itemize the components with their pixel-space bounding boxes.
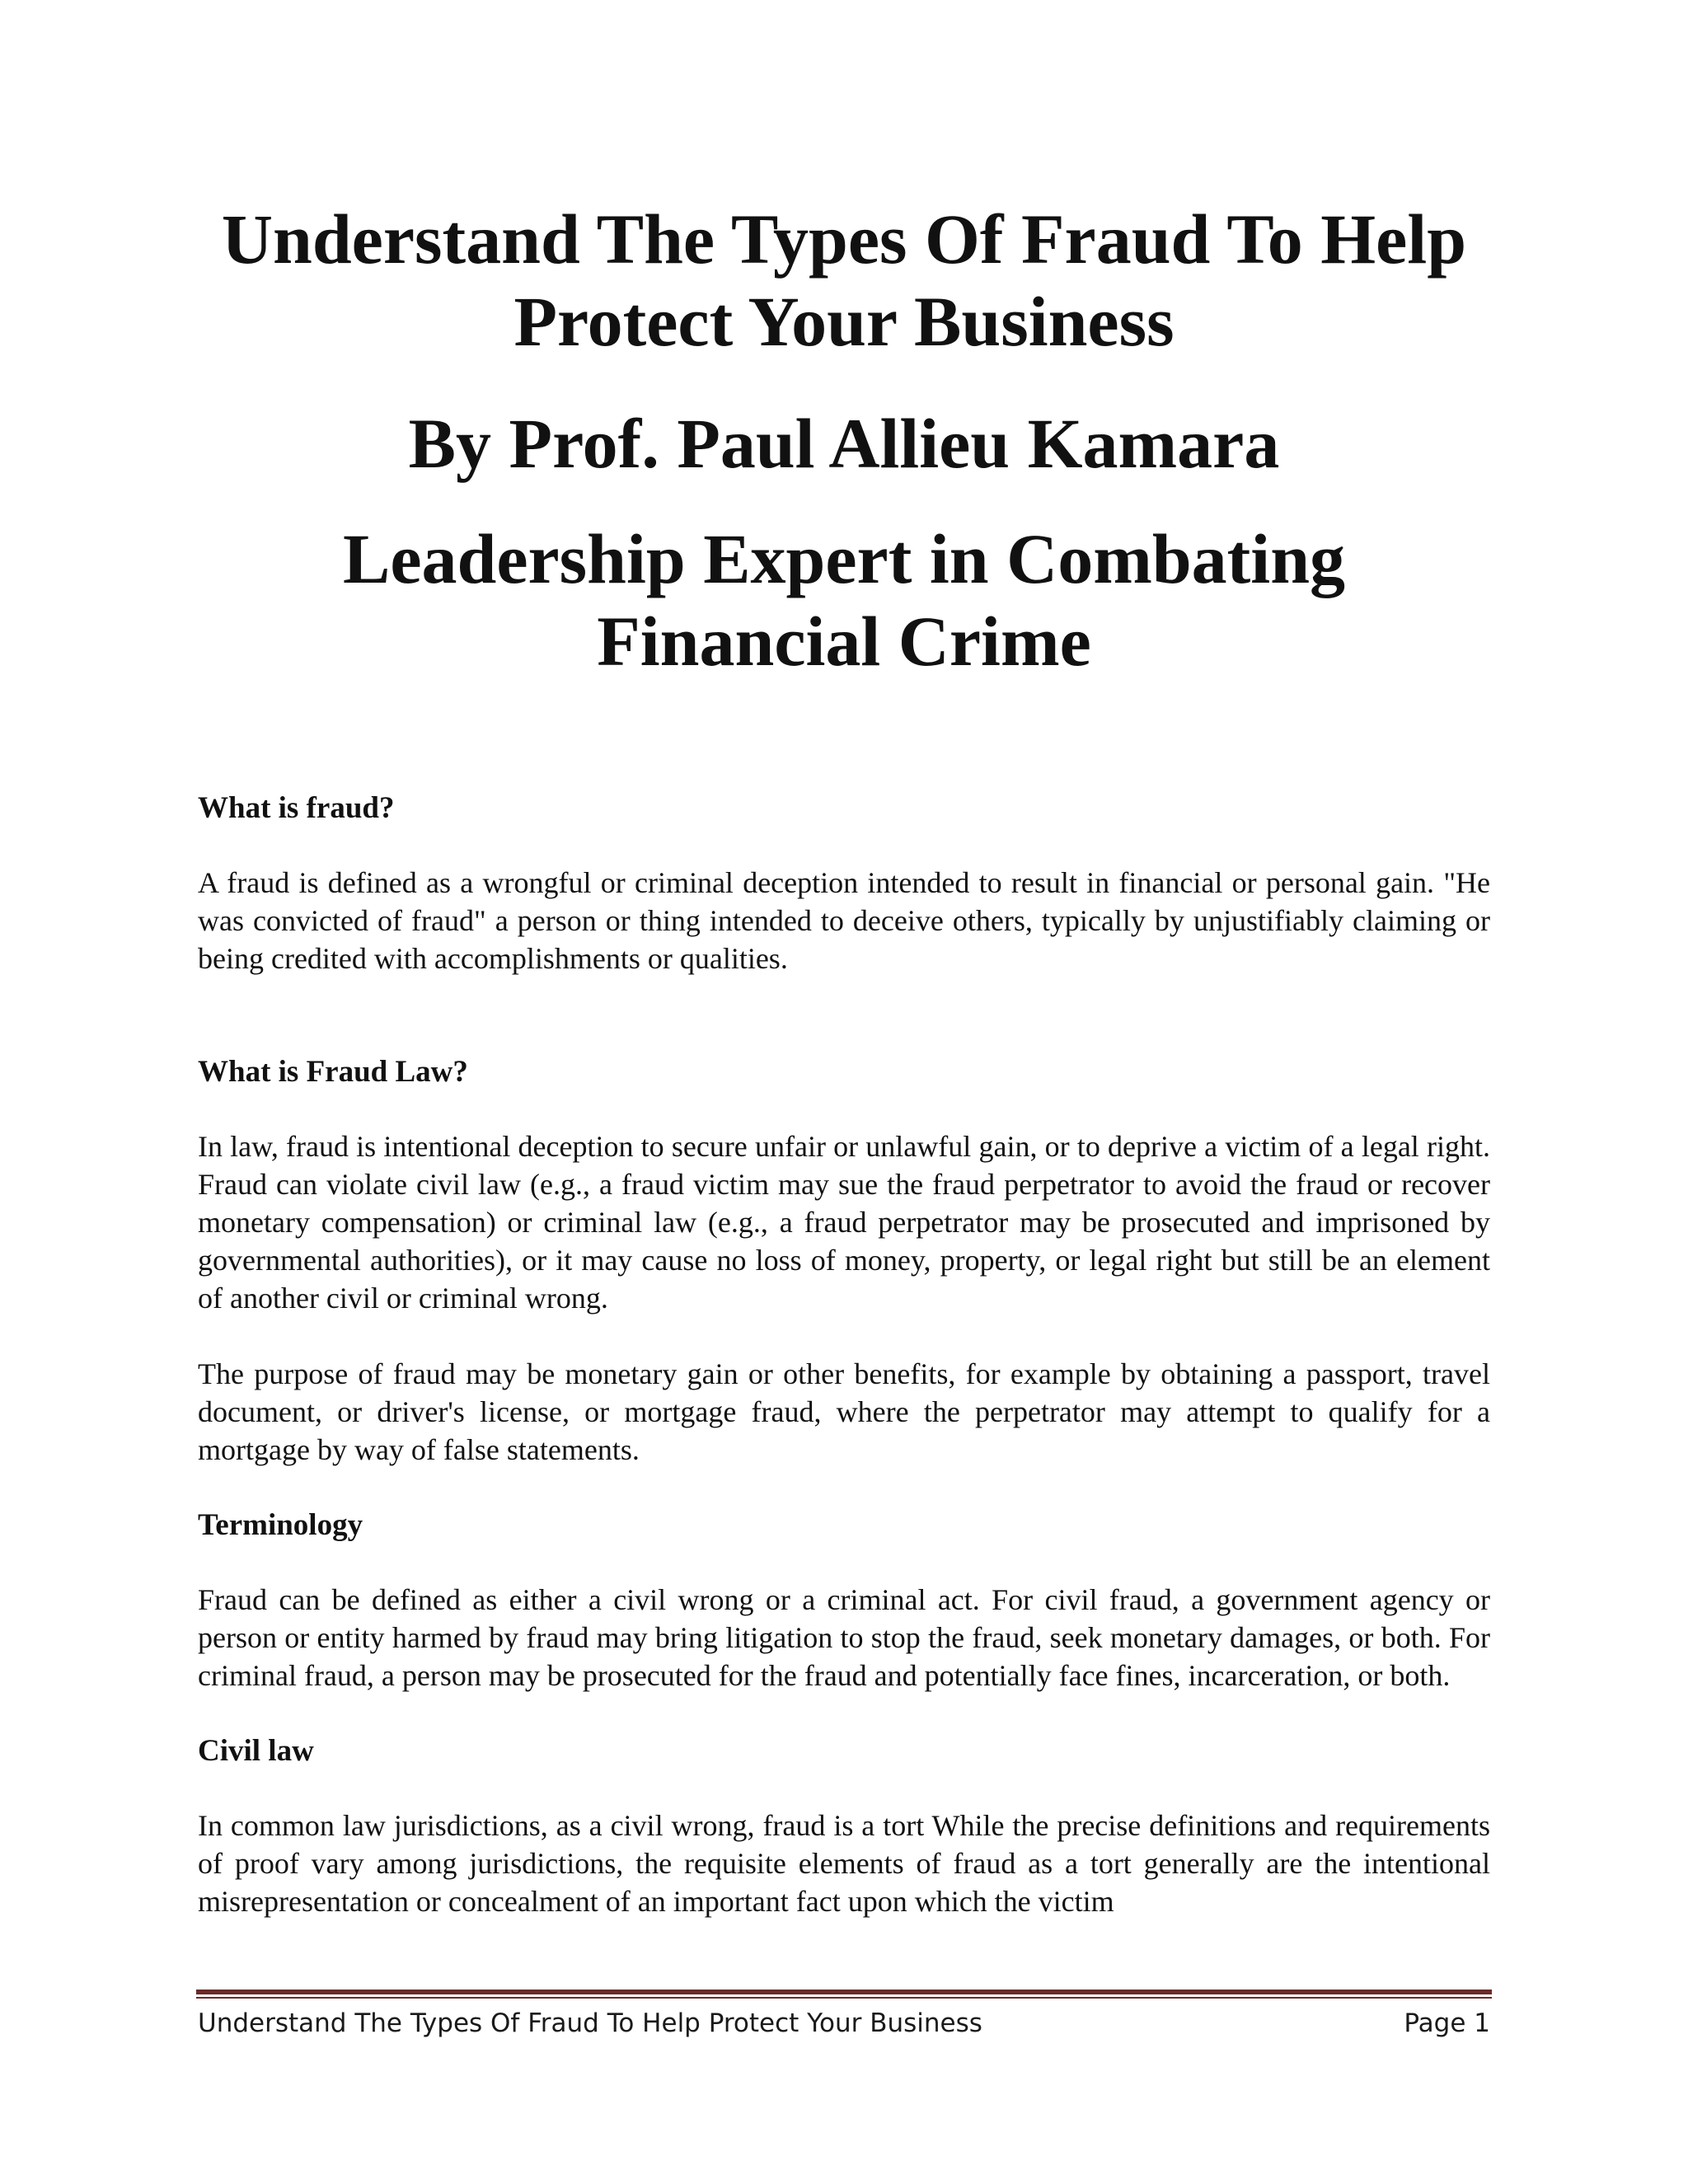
paragraph-fraud-law: In law, fraud is intentional deception to secure unfair or unlawful gain, or to deprive a victim of a legal right. Fraud can violate civil law (e.g., a fraud victim may sue the fraud perpetrator to avoid the fraud or recover monetary compensation) or criminal law (e.g., a fraud perpetrator may be prosecuted and imprisoned by governmental authorities), or it may cause no loss of money, property, or legal right but still be an element of another civil or criminal wrong. bbox=[198, 1130, 1490, 1315]
section-heading-civil-law: Civil law bbox=[198, 1734, 314, 1768]
footer-rule-thin bbox=[196, 1997, 1492, 1999]
paragraph-civil-law: In common law jurisdictions, as a civil wrong, fraud is a tort While the precise definitions and requirements of proof vary among jurisdictions, the requisite elements of fraud as a tort generally are the intentional misrepresentation or concealment of an important fact upon which the victim bbox=[198, 1809, 1490, 1918]
author-line bbox=[198, 402, 1490, 485]
footer-running-title: Understand The Types Of Fraud To Help Protect Your Business bbox=[198, 2008, 982, 2038]
subtitle-line-2: Financial Crime bbox=[597, 602, 1091, 681]
author-name: By Prof. Paul Allieu Kamara bbox=[408, 404, 1280, 483]
paragraph-terminology: Fraud can be defined as either a civil wrong or a criminal act. For civil fraud, a government agency or person or entity harmed by fraud may bring litigation to stop the fraud, seek monetary damages, or both. For criminal fraud, a person may be prosecuted for the fraud and potentially face fines, incarceration, or both. bbox=[198, 1583, 1490, 1692]
subtitle-line-1: Leadership Expert in Combating bbox=[342, 519, 1346, 598]
footer-rule bbox=[196, 1990, 1492, 1994]
paragraph-fraud-purpose: The purpose of fraud may be monetary gain or other benefits, for example by obtaining a passport, travel document, or driver's license, or mortgage fraud, where the perpetrator may attempt to qualify for a mortgage by way of false statements. bbox=[198, 1357, 1490, 1466]
author-subtitle bbox=[198, 518, 1490, 682]
paragraph-fraud-definition: A fraud is defined as a wrongful or criminal deception intended to result in financial or personal gain. "He was convicted of fraud" a person or thing intended to deceive others, typically by unjustifiably claiming or being credited with accomplishments or qualities. bbox=[198, 866, 1490, 975]
section-heading-terminology: Terminology bbox=[198, 1508, 363, 1542]
title-line-1: Understand The Types Of Fraud To Help bbox=[221, 199, 1467, 279]
title-line-2: Protect Your Business bbox=[513, 282, 1175, 361]
document-body bbox=[198, 790, 1490, 1920]
footer-page-number: Page 1 bbox=[1404, 2008, 1490, 2038]
section-heading-what-is-fraud: What is fraud? bbox=[198, 791, 395, 825]
document-title bbox=[198, 198, 1490, 363]
section-heading-fraud-law: What is Fraud Law? bbox=[198, 1055, 468, 1089]
